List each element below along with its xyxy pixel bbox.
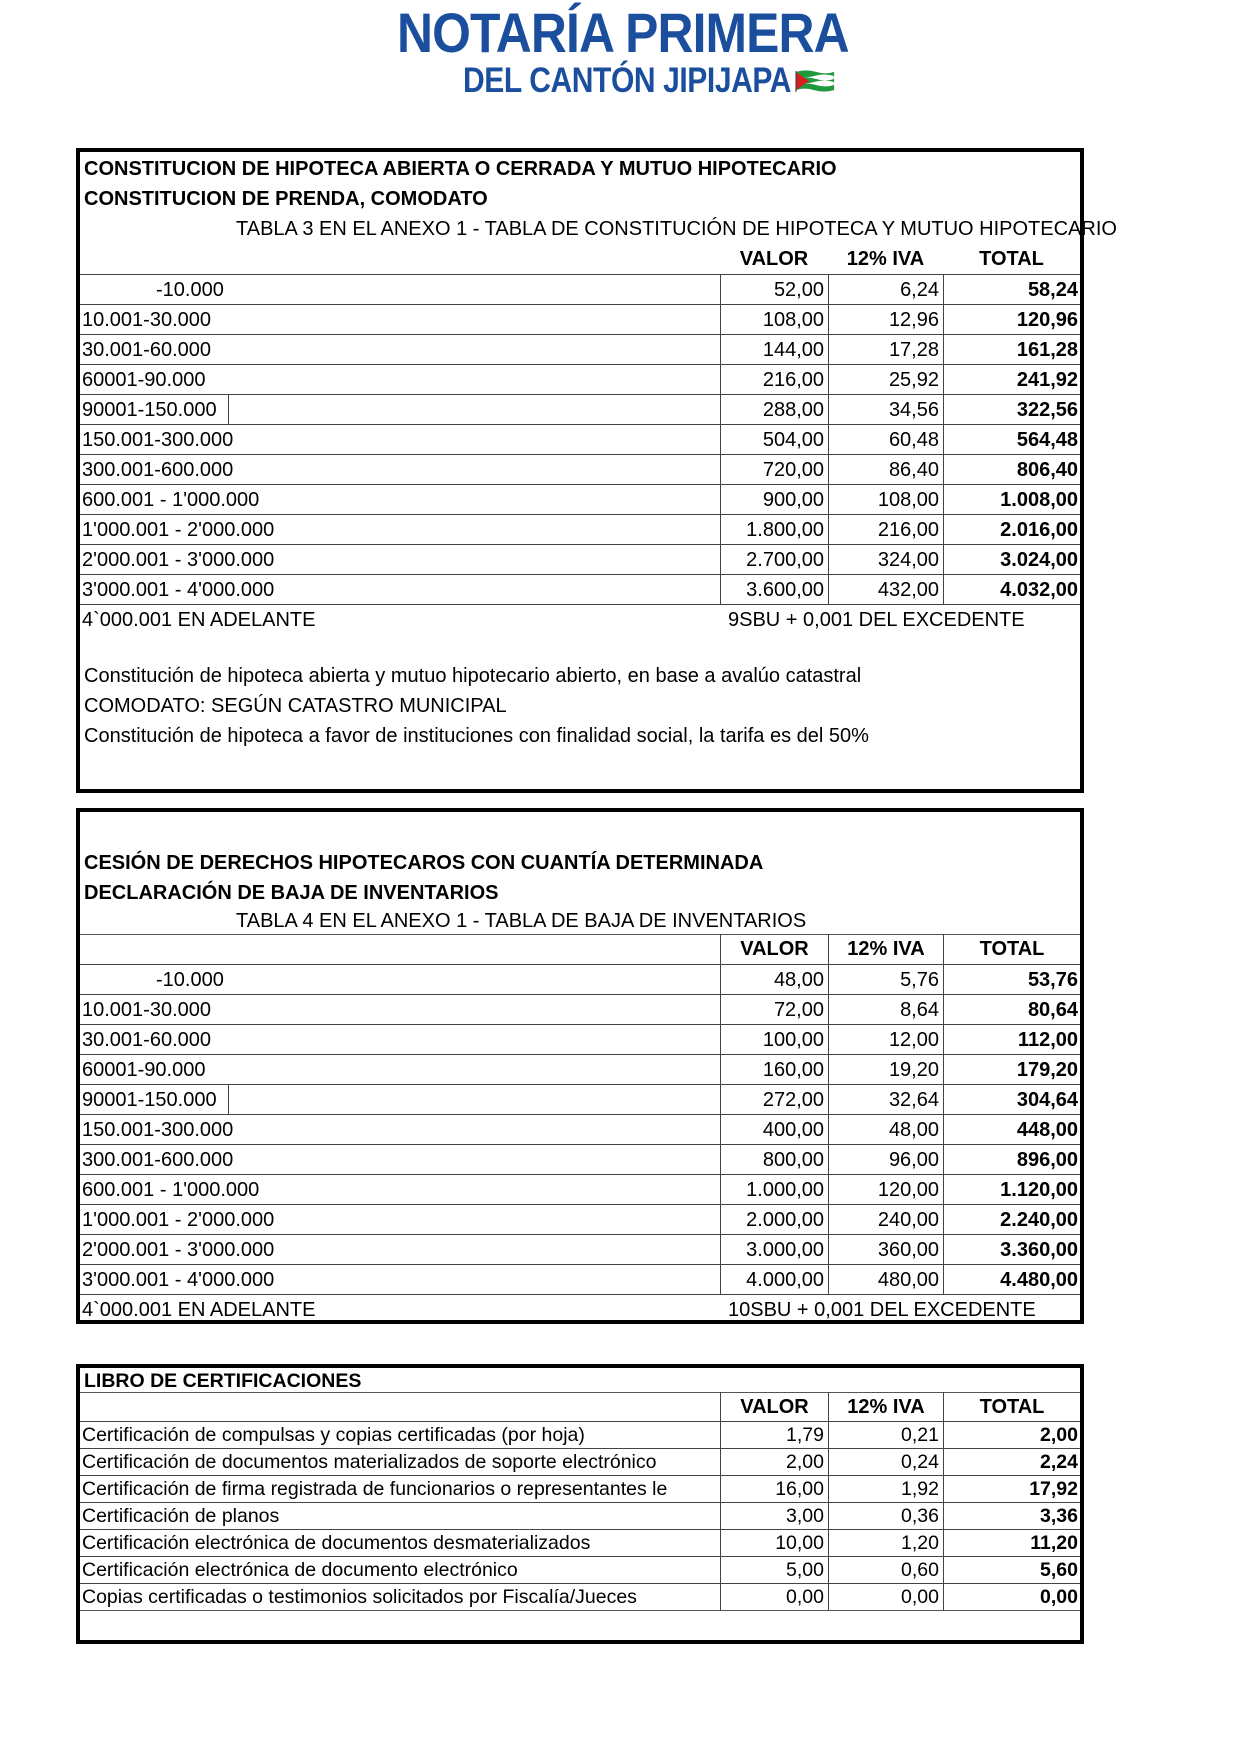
range-label: 1'000.001 - 2'000.000 — [82, 519, 275, 541]
table-row — [80, 484, 1080, 515]
table-row — [80, 1024, 1080, 1055]
table-row — [80, 1144, 1080, 1175]
valor-cell: 16,00 — [720, 1476, 828, 1503]
table1-note-1: Constitución de hipoteca abierta y mutuo hipotecario abierto, en base a avalúo catastral — [84, 665, 862, 687]
table2-title-1: CESIÓN DE DERECHOS HIPOTECAROS CON CUANTÍA DETERMINADA — [84, 852, 764, 874]
valor-cell: 52,00 — [720, 275, 828, 305]
valor-cell: 272,00 — [720, 1085, 828, 1115]
iva-cell: 120,00 — [828, 1175, 943, 1205]
total-cell: 0,00 — [943, 1584, 1080, 1611]
total-cell: 112,00 — [943, 1025, 1080, 1055]
table-row — [80, 1421, 1080, 1449]
table-row — [80, 1234, 1080, 1265]
total-cell: 161,28 — [943, 335, 1080, 365]
valor-cell: 108,00 — [720, 305, 828, 335]
table-row — [80, 364, 1080, 395]
table-row — [80, 1114, 1080, 1145]
range-label: 30.001-60.000 — [82, 1029, 212, 1051]
range-label: 60001-90.000 — [82, 369, 206, 391]
iva-cell: 86,40 — [828, 455, 943, 485]
table-row — [80, 544, 1080, 575]
total-cell: 2.016,00 — [943, 515, 1080, 545]
service-label: Copias certificadas o testimonios solicitados por Fiscalía/Jueces — [82, 1586, 637, 1608]
total-cell: 53,76 — [943, 965, 1080, 995]
column-header-total: TOTAL — [979, 248, 1044, 270]
range-label: 600.001 - 1'000.000 — [82, 489, 260, 511]
iva-cell: 108,00 — [828, 485, 943, 515]
valor-cell: 4.000,00 — [720, 1265, 828, 1295]
table-row — [80, 1529, 1080, 1557]
table1-subtitle: TABLA 3 EN EL ANEXO 1 - TABLA DE CONSTITUCIÓN DE HIPOTECA Y MUTUO HIPOTECARIO — [236, 218, 1117, 240]
table3-column-headers — [80, 1392, 1080, 1421]
iva-cell: 324,00 — [828, 545, 943, 575]
iva-cell: 96,00 — [828, 1145, 943, 1175]
service-label: Certificación de firma registrada de funcionarios o representantes le — [82, 1478, 668, 1500]
iva-cell: 216,00 — [828, 515, 943, 545]
range-label: 10.001-30.000 — [82, 309, 212, 331]
total-cell: 179,20 — [943, 1055, 1080, 1085]
iva-cell: 1,20 — [828, 1530, 943, 1557]
table-row — [80, 1084, 1080, 1115]
table-row — [80, 994, 1080, 1025]
range-label: -10.000 — [156, 969, 224, 991]
total-cell: 80,64 — [943, 995, 1080, 1025]
table-row — [80, 1583, 1080, 1611]
table-row — [80, 394, 1080, 425]
iva-cell: 432,00 — [828, 575, 943, 605]
mortgage-fee-table — [76, 148, 1117, 793]
table3-title: LIBRO DE CERTIFICACIONES — [84, 1370, 362, 1392]
valor-cell: 144,00 — [720, 335, 828, 365]
table-row — [80, 1556, 1080, 1584]
iva-cell: 19,20 — [828, 1055, 943, 1085]
range-label: 10.001-30.000 — [82, 999, 212, 1021]
range-label: 4`000.001 EN ADELANTE — [82, 1299, 316, 1321]
iva-cell: 6,24 — [828, 275, 943, 305]
valor-cell: 72,00 — [720, 995, 828, 1025]
valor-cell: 216,00 — [720, 365, 828, 395]
range-label: 30.001-60.000 — [82, 339, 212, 361]
total-cell: 58,24 — [943, 275, 1080, 305]
service-label: Certificación de compulsas y copias certificadas (por hoja) — [82, 1424, 585, 1446]
table-row — [80, 274, 1080, 305]
table-row — [80, 1475, 1080, 1503]
column-header-iva: 12% IVA — [828, 1392, 943, 1422]
iva-cell: 360,00 — [828, 1235, 943, 1265]
range-label: 60001-90.000 — [82, 1059, 206, 1081]
total-cell: 448,00 — [943, 1115, 1080, 1145]
range-label: 4`000.001 EN ADELANTE — [82, 609, 316, 631]
total-cell: 120,96 — [943, 305, 1080, 335]
iva-cell: 12,00 — [828, 1025, 943, 1055]
fee-formula: 9SBU + 0,001 DEL EXCEDENTE — [728, 609, 1025, 631]
table-row — [80, 1204, 1080, 1235]
column-header-total: TOTAL — [943, 934, 1080, 964]
range-label: 3'000.001 - 4'000.000 — [82, 579, 275, 601]
valor-cell: 720,00 — [720, 455, 828, 485]
total-cell: 2,24 — [943, 1449, 1080, 1476]
range-label: 3'000.001 - 4'000.000 — [82, 1269, 275, 1291]
table-row — [80, 454, 1080, 485]
iva-cell: 60,48 — [828, 425, 943, 455]
iva-cell: 0,60 — [828, 1557, 943, 1584]
table2-subtitle: TABLA 4 EN EL ANEXO 1 - TABLA DE BAJA DE INVENTARIOS — [236, 910, 807, 932]
fee-formula: 10SBU + 0,001 DEL EXCEDENTE — [728, 1299, 1036, 1321]
total-cell: 1.120,00 — [943, 1175, 1080, 1205]
table-row — [80, 334, 1080, 365]
total-cell: 3.360,00 — [943, 1235, 1080, 1265]
valor-cell: 900,00 — [720, 485, 828, 515]
range-label: 2'000.001 - 3'000.000 — [82, 549, 275, 571]
total-cell: 2.240,00 — [943, 1205, 1080, 1235]
total-cell: 564,48 — [943, 425, 1080, 455]
table-row — [80, 574, 1080, 605]
iva-cell: 0,24 — [828, 1449, 943, 1476]
iva-cell: 48,00 — [828, 1115, 943, 1145]
inventory-write-off-fee-table — [76, 808, 1084, 1324]
cell-divider — [228, 1085, 229, 1115]
table1-title-2: CONSTITUCION DE PRENDA, COMODATO — [84, 188, 488, 210]
total-cell: 5,60 — [943, 1557, 1080, 1584]
range-label: 600.001 - 1'000.000 — [82, 1179, 260, 1201]
iva-cell: 25,92 — [828, 365, 943, 395]
iva-cell: 5,76 — [828, 965, 943, 995]
total-cell: 4.032,00 — [943, 575, 1080, 605]
valor-cell: 2.700,00 — [720, 545, 828, 575]
column-header-valor: VALOR — [739, 248, 809, 270]
table1-column-headers — [80, 244, 1080, 274]
valor-cell: 2.000,00 — [720, 1205, 828, 1235]
column-header-valor: VALOR — [720, 934, 828, 964]
service-label: Certificación electrónica de documentos desmaterializados — [82, 1532, 591, 1554]
iva-cell: 32,64 — [828, 1085, 943, 1115]
range-label: 90001-150.000 — [82, 399, 217, 421]
iva-cell: 1,92 — [828, 1476, 943, 1503]
column-header-iva: 12% IVA — [828, 934, 943, 964]
iva-cell: 240,00 — [828, 1205, 943, 1235]
iva-cell: 0,36 — [828, 1503, 943, 1530]
table1-title-1: CONSTITUCION DE HIPOTECA ABIERTA O CERRADA Y MUTUO HIPOTECARIO — [84, 158, 837, 180]
table-row — [80, 304, 1080, 335]
iva-cell: 17,28 — [828, 335, 943, 365]
iva-cell: 480,00 — [828, 1265, 943, 1295]
table1-last-row — [80, 604, 1080, 635]
range-label: 150.001-300.000 — [82, 429, 234, 451]
table-row — [80, 1448, 1080, 1476]
total-cell: 241,92 — [943, 365, 1080, 395]
valor-cell: 1.800,00 — [720, 515, 828, 545]
table-row — [80, 1054, 1080, 1085]
valor-cell: 1,79 — [720, 1422, 828, 1449]
valor-cell: 2,00 — [720, 1449, 828, 1476]
iva-cell: 12,96 — [828, 305, 943, 335]
iva-cell: 0,21 — [828, 1422, 943, 1449]
total-cell: 806,40 — [943, 455, 1080, 485]
valor-cell: 288,00 — [720, 395, 828, 425]
service-label: Certificación de planos — [82, 1505, 280, 1527]
iva-cell: 8,64 — [828, 995, 943, 1025]
valor-cell: 160,00 — [720, 1055, 828, 1085]
valor-cell: 3.000,00 — [720, 1235, 828, 1265]
column-header-total: TOTAL — [943, 1392, 1080, 1422]
table-row — [80, 1264, 1080, 1295]
column-header-iva: 12% IVA — [846, 248, 925, 270]
range-label: 90001-150.000 — [82, 1089, 217, 1111]
service-label: Certificación electrónica de documento electrónico — [82, 1559, 518, 1581]
service-label: Certificación de documentos materializados de soporte electrónico — [82, 1451, 657, 1473]
column-header-valor: VALOR — [720, 1392, 828, 1422]
cell-divider — [228, 395, 229, 425]
total-cell: 322,56 — [943, 395, 1080, 425]
range-label: 1'000.001 - 2'000.000 — [82, 1209, 275, 1231]
table2-title-2: DECLARACIÓN DE BAJA DE INVENTARIOS — [84, 882, 499, 904]
valor-cell: 400,00 — [720, 1115, 828, 1145]
total-cell: 896,00 — [943, 1145, 1080, 1175]
range-label: -10.000 — [156, 279, 224, 301]
table1-note-3: Constitución de hipoteca a favor de instituciones con finalidad social, la tarifa es del 50% — [84, 725, 869, 747]
valor-cell: 0,00 — [720, 1584, 828, 1611]
valor-cell: 504,00 — [720, 425, 828, 455]
valor-cell: 10,00 — [720, 1530, 828, 1557]
total-cell: 3.024,00 — [943, 545, 1080, 575]
total-cell: 11,20 — [943, 1530, 1080, 1557]
logo-subtitle: DEL CANTÓN JIPIJAPA — [463, 61, 792, 100]
total-cell: 4.480,00 — [943, 1265, 1080, 1295]
valor-cell: 800,00 — [720, 1145, 828, 1175]
valor-cell: 48,00 — [720, 965, 828, 995]
table-row — [80, 1502, 1080, 1530]
valor-cell: 3.600,00 — [720, 575, 828, 605]
valor-cell: 100,00 — [720, 1025, 828, 1055]
range-label: 300.001-600.000 — [82, 1149, 234, 1171]
total-cell: 3,36 — [943, 1503, 1080, 1530]
table-row — [80, 514, 1080, 545]
jipijapa-flag-icon — [794, 69, 836, 93]
table2-column-headers — [80, 934, 1080, 964]
table-row — [80, 1174, 1080, 1205]
table-row — [80, 424, 1080, 455]
range-label: 150.001-300.000 — [82, 1119, 234, 1141]
table-row — [80, 964, 1080, 995]
iva-cell: 0,00 — [828, 1584, 943, 1611]
valor-cell: 5,00 — [720, 1557, 828, 1584]
total-cell: 1.008,00 — [943, 485, 1080, 515]
logo-title: NOTARÍA PRIMERA — [397, 1, 849, 64]
certifications-fee-table — [76, 1364, 1084, 1644]
table1-note-2: COMODATO: SEGÚN CATASTRO MUNICIPAL — [84, 695, 507, 717]
valor-cell: 3,00 — [720, 1503, 828, 1530]
range-label: 300.001-600.000 — [82, 459, 234, 481]
valor-cell: 1.000,00 — [720, 1175, 828, 1205]
notary-logo — [0, 0, 1240, 110]
total-cell: 304,64 — [943, 1085, 1080, 1115]
total-cell: 2,00 — [943, 1422, 1080, 1449]
table2-last-row — [80, 1294, 1080, 1325]
range-label: 2'000.001 - 3'000.000 — [82, 1239, 275, 1261]
iva-cell: 34,56 — [828, 395, 943, 425]
total-cell: 17,92 — [943, 1476, 1080, 1503]
